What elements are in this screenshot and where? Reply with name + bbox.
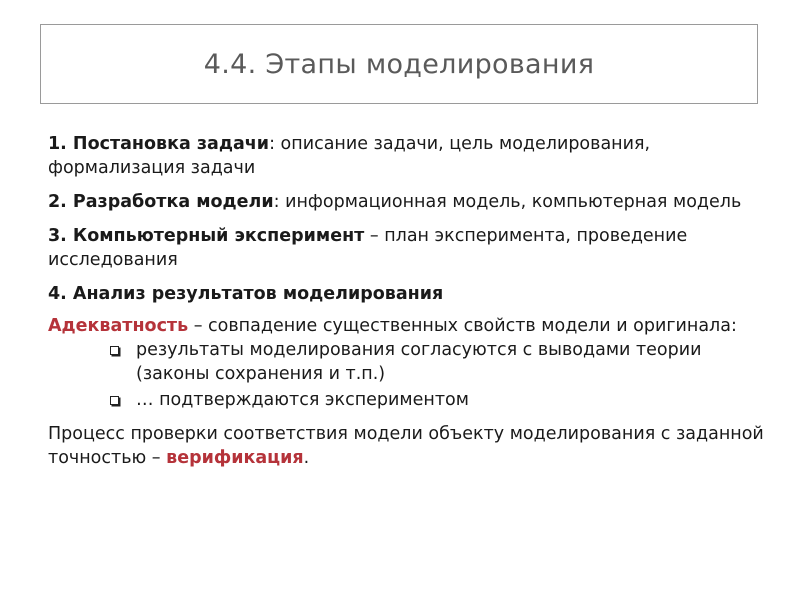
stage-2-text: информационная модель, компьютерная модель (279, 192, 742, 212)
stage-3-text: – план эксперимента, проведение исследования (48, 226, 688, 270)
verification-paragraph (48, 422, 768, 470)
stage-2-label: 2. Разработка модели (48, 192, 274, 212)
bullet-text: … подтверждаются экспериментом (136, 390, 469, 410)
adequacy-bullets (48, 338, 768, 412)
list-item (104, 338, 768, 386)
slide-content (48, 132, 768, 470)
verification-end: . (303, 448, 310, 468)
stage-1 (48, 132, 768, 180)
stage-4-label: 4. Анализ результатов моделирования (48, 284, 444, 304)
stage-1-text: описание задачи, цель моделирования, формализация задачи (48, 134, 651, 178)
stage-1-separator: : (269, 134, 275, 154)
square-bullet-icon (110, 396, 119, 405)
square-bullet-icon (110, 346, 119, 355)
adequacy-text: – совпадение существенных свойств модели и оригинала: (188, 316, 737, 336)
verification-text: Процесс проверки соответствия модели объекту моделирования с заданной точностью – (48, 424, 764, 468)
list-item (104, 388, 768, 412)
verification-term: верификация (166, 448, 304, 468)
stage-2 (48, 190, 768, 214)
stage-1-label: 1. Постановка задачи (48, 134, 270, 154)
page-title: 4.4. Этапы моделирования (203, 48, 595, 80)
adequacy-definition (48, 314, 768, 338)
stage-4 (48, 282, 768, 306)
adequacy-term: Адекватность (48, 316, 189, 336)
stage-2-separator: : (273, 192, 280, 212)
stage-3-label: 3. Компьютерный эксперимент (48, 226, 365, 246)
title-box (40, 24, 758, 104)
stage-3 (48, 224, 768, 272)
bullet-text: результаты моделирования согласуются с выводами теории (законы сохранения и т.п.) (136, 340, 702, 384)
